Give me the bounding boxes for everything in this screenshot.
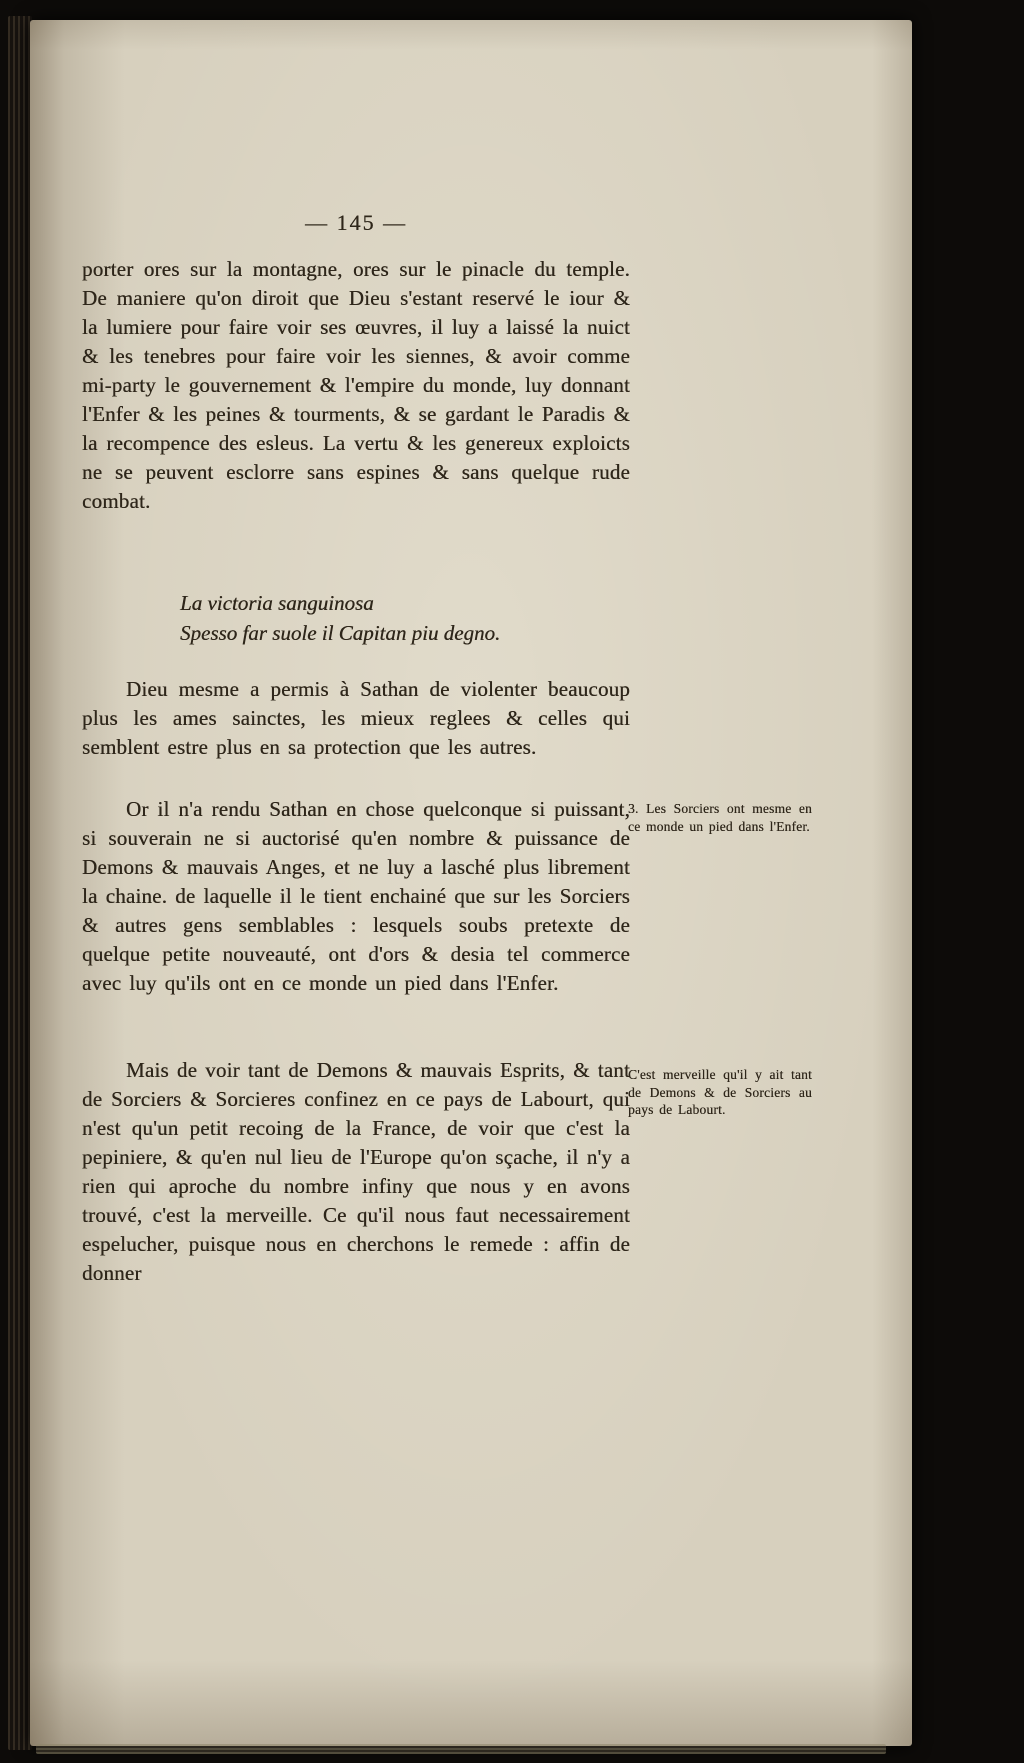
verse-quote bbox=[180, 588, 640, 648]
paragraph: Mais de voir tant de Demons & mauvais Esprits, & tant de Sorciers & Sorcieres confinez en ce pays de Labourt, qui n'est qu'un petit recoing de la France, de voir que c'est la pepiniere, & qu'en nul lieu de l'Europe qu'on sçache, il n'y a rien qui aproche du nombre infiny que nous y en avons trouvé, c'est la merveille. Ce qu'il nous faut necessairement espelucher, puisque nous en cherchons le remede : affin de donner bbox=[82, 1058, 630, 1285]
verse-line-2: Spesso far suole il Capitan piu degno. bbox=[180, 621, 501, 645]
verse-line-1: La victoria sanguinosa bbox=[180, 591, 374, 615]
book-binding-edge bbox=[8, 16, 32, 1750]
paragraph: Or il n'a rendu Sathan en chose quelconque si puissant, si souverain ne si auctorisé qu'en nombre & puissance de Demons & mauvais Anges, et ne luy a lasché plus librement la chaine. de laquelle il le tient enchainé que sur les Sorciers & autres gens semblables : lesquels soubs pretexte de quelque petite nouveauté, ont d'ors & desia tel commerce avec luy qu'ils ont en ce monde un pied dans l'Enfer. bbox=[82, 797, 630, 995]
margin-note: 3. Les Sorciers ont mesme en ce monde un pied dans l'Enfer. bbox=[628, 801, 812, 834]
paragraph: Dieu mesme a permis à Sathan de violenter beaucoup plus les ames sainctes, les mieux reglees & celles qui semblent estre plus en sa protection que les autres. bbox=[82, 677, 630, 759]
margin-note: C'est merveille qu'il y ait tant de Demons & de Sorciers au pays de Labourt. bbox=[628, 1067, 812, 1117]
page-number: — 145 — bbox=[305, 210, 407, 235]
page-bottom-edge bbox=[36, 1744, 886, 1754]
paragraph-continuation: porter ores sur la montagne, ores sur le pinacle du temple. De maniere qu'on diroit que Dieu s'estant reservé le iour & la lumiere pour faire voir ses œuvres, il luy a laissé la nuict & les tenebres pour faire voir les siennes, & avoir comme mi-party le gouvernement & l'empire du monde, luy donnant l'Enfer & les peines & tourments, & se gardant le Paradis & la recompence des esleus. La vertu & les genereux exploicts ne se peuvent esclorre sans espines & sans quelque rude combat. bbox=[82, 257, 630, 513]
book-page bbox=[30, 20, 912, 1746]
